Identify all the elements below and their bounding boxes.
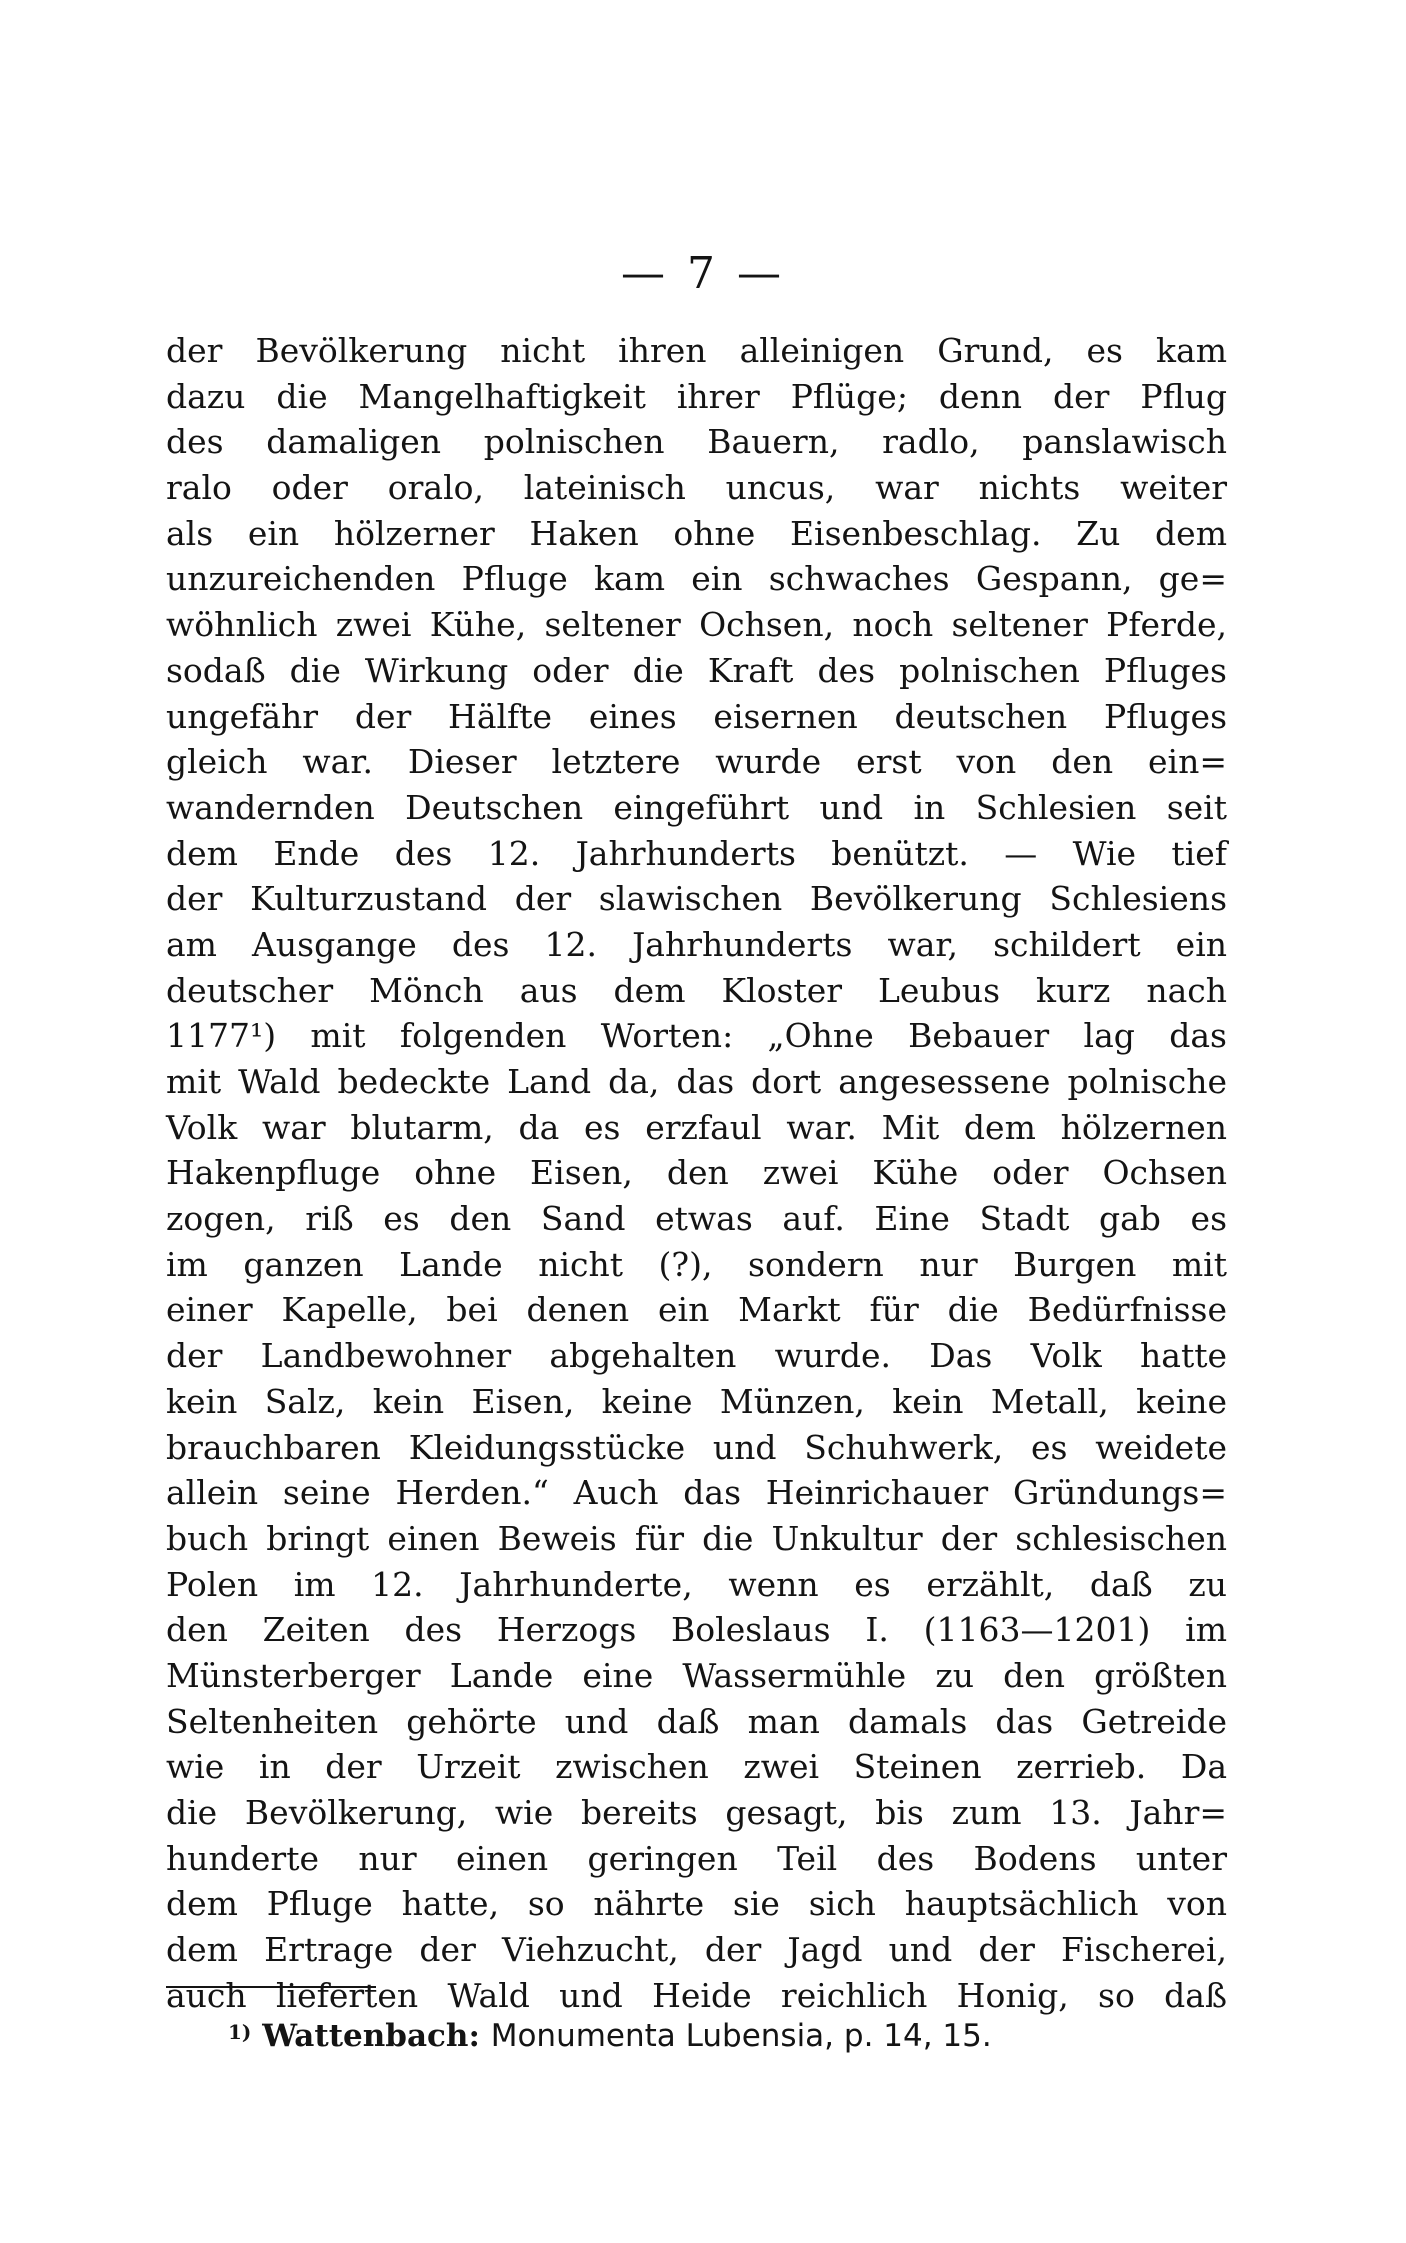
text-line: wie in der Urzeit zwischen zwei Steinen zerrieb. Da — [166, 1747, 1227, 1787]
text-line: dem Ende des 12. Jahrhunderts benützt. — Wie tief — [166, 833, 1227, 873]
text-line: dem Pfluge hatte, so nährte sie sich hauptsächlich von — [166, 1884, 1227, 1924]
text-line: Seltenheiten gehörte und daß man damals das Getreide — [166, 1701, 1227, 1741]
text-line: des damaligen polnischen Bauern, radlo, panslawisch — [166, 422, 1227, 462]
text-line: wandernden Deutschen eingeführt und in Schlesien seit — [166, 787, 1227, 827]
footnote-marker: 1) — [228, 2020, 252, 2044]
text-line: 1177¹) mit folgenden Worten: „Ohne Bebauer lag das — [166, 1016, 1227, 1056]
text-line: im ganzen Lande nicht (?), sondern nur Burgen mit — [166, 1244, 1227, 1284]
text-line: allein seine Herden.“ Auch das Heinrichauer Gründungs= — [166, 1473, 1227, 1513]
text-line: Hakenpfluge ohne Eisen, den zwei Kühe oder Ochsen — [166, 1153, 1227, 1193]
footnote-rule — [166, 1986, 376, 1988]
text-line: als ein hölzerner Haken ohne Eisenbeschlag. Zu dem — [166, 513, 1227, 553]
text-line: hunderte nur einen geringen Teil des Bodens unter — [166, 1838, 1227, 1878]
text-line: Münsterberger Lande eine Wassermühle zu den größten — [166, 1655, 1227, 1695]
text-line: die Bevölkerung, wie bereits gesagt, bis zum 13. Jahr= — [166, 1793, 1227, 1832]
text-line: der Bevölkerung nicht ihren alleinigen Grund, es kam — [166, 331, 1227, 370]
text-line: zogen, riß es den Sand etwas auf. Eine Stadt gab es — [166, 1199, 1227, 1239]
text-line: deutscher Mönch aus dem Kloster Leubus kurz nach — [166, 970, 1227, 1010]
text-line: dazu die Mangelhaftigkeit ihrer Pflüge; denn der Pflug — [166, 376, 1227, 416]
page-number: — 7 — — [621, 248, 785, 299]
text-line: gleich war. Dieser letztere wurde erst von den ein= — [166, 742, 1227, 782]
text-line: Volk war blutarm, da es erzfaul war. Mit dem hölzernen — [166, 1107, 1227, 1147]
text-line: der Landbewohner abgehalten wurde. Das Volk hatte — [166, 1336, 1227, 1376]
footnote — [228, 2016, 992, 2056]
text-line: mit Wald bedeckte Land da, das dort angesessene polnische — [166, 1062, 1227, 1101]
text-line: Polen im 12. Jahrhunderte, wenn es erzählt, daß zu — [166, 1564, 1227, 1604]
footnote-citation: Monumenta Lubensia, p. 14, 15. — [490, 2018, 992, 2054]
text-line: brauchbaren Kleidungsstücke und Schuhwerk, es weidete — [166, 1427, 1227, 1467]
text-line: einer Kapelle, bei denen ein Markt für die Bedürfnisse — [166, 1290, 1227, 1330]
text-line: ungefähr der Hälfte eines eisernen deutschen Pfluges — [166, 696, 1227, 736]
text-line: sodaß die Wirkung oder die Kraft des polnischen Pfluges — [166, 650, 1227, 690]
text-line: dem Ertrage der Viehzucht, der Jagd und der Fischerei, — [166, 1930, 1227, 1970]
text-line: ralo oder oralo, lateinisch uncus, war nichts weiter — [166, 468, 1227, 508]
text-line: buch bringt einen Beweis für die Unkultur der schlesischen — [166, 1518, 1227, 1558]
text-line: wöhnlich zwei Kühe, seltener Ochsen, noch seltener Pferde, — [166, 605, 1227, 645]
text-line: den Zeiten des Herzogs Boleslaus I. (1163—1201) im — [166, 1610, 1227, 1650]
text-line: am Ausgange des 12. Jahrhunderts war, schildert ein — [166, 924, 1227, 964]
footnote-author: Wattenbach: — [262, 2018, 480, 2054]
text-line: auch lieferten Wald und Heide reichlich Honig, so daß — [166, 1975, 1227, 2015]
body-text — [166, 328, 1227, 2018]
text-line: der Kulturzustand der slawischen Bevölkerung Schlesiens — [166, 879, 1227, 919]
text-line: unzureichenden Pfluge kam ein schwaches Gespann, ge= — [166, 559, 1227, 599]
text-line: kein Salz, kein Eisen, keine Münzen, kein Metall, keine — [166, 1381, 1227, 1421]
